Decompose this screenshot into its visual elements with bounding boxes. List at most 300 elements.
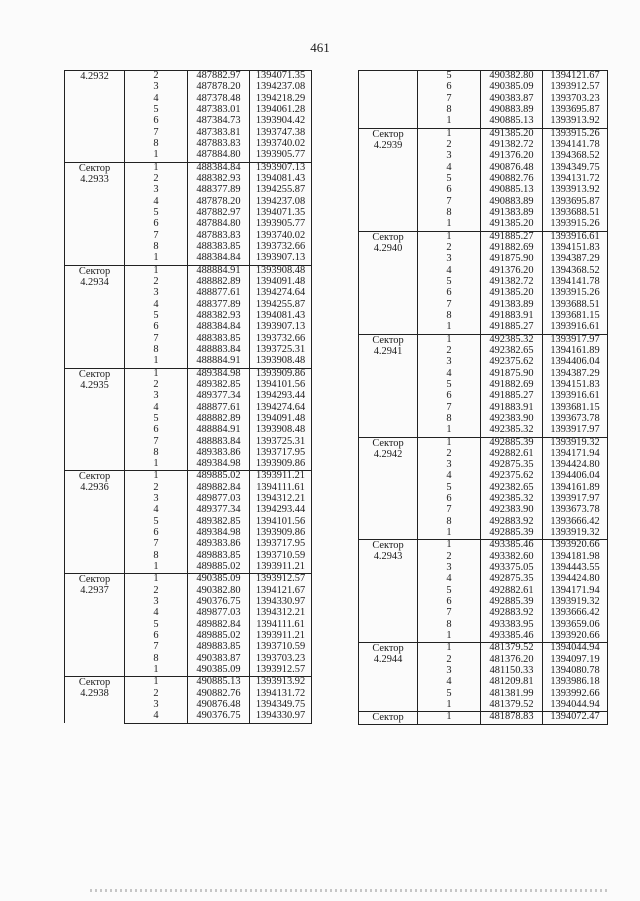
y-coordinate-cell: 1393673.78 [543,505,608,516]
x-coordinate-cell: 488377.89 [188,300,250,311]
x-coordinate-cell: 490385.09 [188,574,250,586]
y-coordinate-cell: 1393673.78 [543,414,608,425]
x-coordinate-cell: 489377.34 [188,391,250,402]
point-number-cell: 3 [418,460,481,471]
sector-label: 4.2935 [80,379,109,391]
x-coordinate-cell: 488882.89 [188,277,250,288]
y-coordinate-cell: 1393725.31 [250,437,312,448]
sector-label: 4.2936 [80,482,109,494]
x-coordinate-cell: 481379.52 [481,643,543,655]
sector-label: Сектор [372,540,404,552]
sector-cell [359,128,418,231]
point-number-cell: 4 [418,574,481,585]
x-coordinate-cell: 493375.05 [481,563,543,574]
point-number-cell: 1 [418,540,481,552]
table-row [65,677,312,689]
x-coordinate-cell: 493385.46 [481,631,543,643]
y-coordinate-cell: 1393909.86 [250,528,312,539]
x-coordinate-cell: 490383.87 [481,94,543,105]
point-number-cell: 6 [125,116,188,127]
x-coordinate-cell: 489883.85 [188,642,250,653]
point-number-cell: 1 [125,162,188,174]
x-coordinate-cell: 489885.02 [188,562,250,574]
x-coordinate-cell: 488382.93 [188,174,250,185]
x-coordinate-cell: 490882.76 [481,174,543,185]
table-row [65,471,312,483]
point-number-cell: 4 [418,266,481,277]
point-number-cell: 1 [125,677,188,689]
point-number-cell: 2 [125,586,188,597]
table-row [359,712,608,724]
x-coordinate-cell: 488384.84 [188,253,250,265]
y-coordinate-cell: 1394071.35 [250,71,312,83]
point-number-cell: 6 [418,82,481,93]
point-number-cell: 7 [125,437,188,448]
y-coordinate-cell: 1393907.13 [250,162,312,174]
y-coordinate-cell: 1394312.21 [250,494,312,505]
sector-label: 4.2944 [373,654,403,666]
point-number-cell: 4 [125,711,188,723]
x-coordinate-cell: 487884.80 [188,219,250,230]
y-coordinate-cell: 1393916.61 [543,391,608,402]
y-coordinate-cell: 1393905.77 [250,150,312,162]
y-coordinate-cell: 1394072.47 [543,712,608,724]
sector-label: 4.2934 [80,276,109,288]
point-number-cell: 5 [125,620,188,631]
point-number-cell: 2 [125,483,188,494]
y-coordinate-cell: 1394151.83 [543,380,608,391]
point-number-cell: 8 [418,208,481,219]
y-coordinate-cell: 1394330.97 [250,711,312,723]
x-coordinate-cell: 493382.60 [481,552,543,563]
point-number-cell: 1 [125,665,188,677]
point-number-cell: 1 [418,528,481,540]
y-coordinate-cell: 1393695.87 [543,197,608,208]
point-number-cell: 8 [418,414,481,425]
x-coordinate-cell: 491382.72 [481,140,543,151]
x-coordinate-cell: 489382.85 [188,517,250,528]
y-coordinate-cell: 1393919.32 [543,528,608,540]
point-number-cell: 8 [125,551,188,562]
x-coordinate-cell: 491385.20 [481,128,543,140]
sector-label: 4.2932 [80,71,109,82]
y-coordinate-cell: 1394443.55 [543,563,608,574]
x-coordinate-cell: 491885.27 [481,231,543,243]
point-number-cell: 5 [125,208,188,219]
y-coordinate-cell: 1393905.77 [250,219,312,230]
y-coordinate-cell: 1393913.92 [250,677,312,689]
y-coordinate-cell: 1393920.66 [543,631,608,643]
sector-cell [65,574,125,677]
y-coordinate-cell: 1393913.92 [543,116,608,128]
point-number-cell: 1 [125,356,188,368]
x-coordinate-cell: 481150.33 [481,666,543,677]
point-number-cell: 2 [125,380,188,391]
x-coordinate-cell: 481878.83 [481,712,543,724]
sector-label: Сектор [78,265,111,277]
x-coordinate-cell: 488877.61 [188,288,250,299]
y-coordinate-cell: 1393904.42 [250,116,312,127]
sector-label: Сектор [372,712,404,724]
table-row [359,231,608,243]
point-number-cell: 6 [125,219,188,230]
point-number-cell: 1 [125,471,188,483]
y-coordinate-cell: 1393915.26 [543,219,608,231]
point-number-cell: 6 [418,185,481,196]
point-number-cell: 1 [418,643,481,655]
sector-cell [359,231,418,334]
y-coordinate-cell: 1393688.51 [543,208,608,219]
point-number-cell: 3 [418,151,481,162]
left-coordinates-table [64,70,312,724]
point-number-cell: 6 [418,597,481,608]
y-coordinate-cell: 1393703.23 [250,654,312,665]
x-coordinate-cell: 487378.48 [188,94,250,105]
x-coordinate-cell: 489885.02 [188,631,250,642]
point-number-cell: 8 [125,139,188,150]
point-number-cell: 7 [125,642,188,653]
point-number-cell: 1 [418,128,481,140]
y-coordinate-cell: 1394171.94 [543,586,608,597]
sector-cell [65,162,125,265]
y-coordinate-cell: 1394171.94 [543,449,608,460]
y-coordinate-cell: 1393703.23 [543,94,608,105]
x-coordinate-cell: 489384.98 [188,368,250,380]
y-coordinate-cell: 1393917.97 [543,494,608,505]
x-coordinate-cell: 487882.97 [188,71,250,83]
x-coordinate-cell: 489882.84 [188,483,250,494]
y-coordinate-cell: 1394406.04 [543,357,608,368]
point-number-cell: 5 [418,174,481,185]
point-number-cell: 1 [418,231,481,243]
y-coordinate-cell: 1394161.89 [543,483,608,494]
y-coordinate-cell: 1393717.95 [250,448,312,459]
x-coordinate-cell: 491882.69 [481,243,543,254]
x-coordinate-cell: 491385.20 [481,288,543,299]
y-coordinate-cell: 1394406.04 [543,471,608,482]
y-coordinate-cell: 1394330.97 [250,597,312,608]
y-coordinate-cell: 1394218.29 [250,94,312,105]
y-coordinate-cell: 1394121.67 [250,586,312,597]
y-coordinate-cell: 1394111.61 [250,483,312,494]
point-number-cell: 2 [418,552,481,563]
x-coordinate-cell: 492383.90 [481,505,543,516]
x-coordinate-cell: 490385.09 [188,665,250,677]
x-coordinate-cell: 488882.89 [188,414,250,425]
point-number-cell: 1 [418,712,481,724]
sector-label: 4.2943 [373,551,403,563]
sector-cell [359,643,418,712]
sector-label: 4.2937 [80,585,109,597]
y-coordinate-cell: 1394274.64 [250,403,312,414]
point-number-cell: 1 [418,425,481,437]
point-number-cell: 8 [125,345,188,356]
point-number-cell: 1 [125,150,188,162]
x-coordinate-cell: 488884.91 [188,356,250,368]
y-coordinate-cell: 1394368.52 [543,151,608,162]
x-coordinate-cell: 489382.85 [188,380,250,391]
y-coordinate-cell: 1394101.56 [250,380,312,391]
point-number-cell: 6 [125,425,188,436]
x-coordinate-cell: 491883.91 [481,311,543,322]
point-number-cell: 3 [125,82,188,93]
point-number-cell: 5 [418,277,481,288]
x-coordinate-cell: 489383.86 [188,539,250,550]
x-coordinate-cell: 488383.85 [188,242,250,253]
x-coordinate-cell: 489877.03 [188,608,250,619]
sector-label: Сектор [372,128,404,140]
y-coordinate-cell: 1393747.38 [250,128,312,139]
x-coordinate-cell: 491382.72 [481,277,543,288]
x-coordinate-cell: 488384.84 [188,322,250,333]
x-coordinate-cell: 490885.13 [188,677,250,689]
y-coordinate-cell: 1394044.94 [543,643,608,655]
y-coordinate-cell: 1393912.57 [543,82,608,93]
sector-label: Сектор [372,643,404,655]
x-coordinate-cell: 492875.35 [481,460,543,471]
point-number-cell: 3 [125,391,188,402]
y-coordinate-cell: 1394081.43 [250,311,312,322]
table-row [359,540,608,552]
y-coordinate-cell: 1393908.48 [250,265,312,277]
y-coordinate-cell: 1394424.80 [543,574,608,585]
point-number-cell: 3 [418,357,481,368]
y-coordinate-cell: 1394293.44 [250,505,312,516]
x-coordinate-cell: 488877.61 [188,403,250,414]
point-number-cell: 1 [418,322,481,334]
x-coordinate-cell: 487884.80 [188,150,250,162]
x-coordinate-cell: 489882.84 [188,620,250,631]
x-coordinate-cell: 488377.89 [188,185,250,196]
y-coordinate-cell: 1394368.52 [543,266,608,277]
x-coordinate-cell: 491883.91 [481,403,543,414]
point-number-cell: 1 [418,700,481,712]
point-number-cell: 6 [418,288,481,299]
point-number-cell: 1 [125,368,188,380]
point-number-cell: 8 [418,517,481,528]
x-coordinate-cell: 490885.13 [481,116,543,128]
x-coordinate-cell: 481379.52 [481,700,543,712]
y-coordinate-cell: 1393908.48 [250,356,312,368]
y-coordinate-cell: 1393666.42 [543,608,608,619]
table-row [359,128,608,140]
y-coordinate-cell: 1394131.72 [543,174,608,185]
x-coordinate-cell: 489384.98 [188,528,250,539]
sector-label: 4.2939 [373,139,403,151]
point-number-cell: 7 [125,539,188,550]
x-coordinate-cell: 490383.87 [188,654,250,665]
y-coordinate-cell: 1393908.48 [250,425,312,436]
y-coordinate-cell: 1394061.28 [250,105,312,116]
point-number-cell: 8 [125,242,188,253]
y-coordinate-cell: 1394237.08 [250,82,312,93]
x-coordinate-cell: 488883.84 [188,437,250,448]
point-number-cell: 1 [418,219,481,231]
point-number-cell: 7 [125,334,188,345]
y-coordinate-cell: 1394349.75 [250,700,312,711]
y-coordinate-cell: 1393740.02 [250,139,312,150]
x-coordinate-cell: 490876.48 [188,700,250,711]
y-coordinate-cell: 1393916.61 [543,322,608,334]
y-coordinate-cell: 1394181.98 [543,552,608,563]
y-coordinate-cell: 1393907.13 [250,322,312,333]
sector-label: Сектор [78,368,111,380]
y-coordinate-cell: 1394080.78 [543,666,608,677]
y-coordinate-cell: 1394121.67 [543,71,608,83]
point-number-cell: 2 [418,655,481,666]
x-coordinate-cell: 490385.09 [481,82,543,93]
x-coordinate-cell: 488884.91 [188,425,250,436]
x-coordinate-cell: 492375.62 [481,357,543,368]
y-coordinate-cell: 1394091.48 [250,414,312,425]
y-coordinate-cell: 1393911.21 [250,631,312,642]
point-number-cell: 2 [125,71,188,83]
sector-label: 4.2942 [373,448,403,460]
y-coordinate-cell: 1393909.86 [250,368,312,380]
y-coordinate-cell: 1394274.64 [250,288,312,299]
point-number-cell: 4 [125,608,188,619]
y-coordinate-cell: 1393919.32 [543,597,608,608]
x-coordinate-cell: 491885.27 [481,391,543,402]
point-number-cell: 5 [418,586,481,597]
x-coordinate-cell: 493383.95 [481,620,543,631]
point-number-cell: 3 [125,597,188,608]
sector-label: Сектор [78,574,111,586]
y-coordinate-cell: 1393688.51 [543,300,608,311]
x-coordinate-cell: 489883.85 [188,551,250,562]
point-number-cell: 5 [418,71,481,83]
y-coordinate-cell: 1393725.31 [250,345,312,356]
y-coordinate-cell: 1393912.57 [250,574,312,586]
x-coordinate-cell: 492883.92 [481,608,543,619]
sector-label: 4.2938 [80,688,109,700]
y-coordinate-cell: 1394293.44 [250,391,312,402]
point-number-cell: 1 [418,116,481,128]
x-coordinate-cell: 490876.48 [481,163,543,174]
point-number-cell: 2 [418,449,481,460]
x-coordinate-cell: 491376.20 [481,266,543,277]
point-number-cell: 6 [418,494,481,505]
point-number-cell: 6 [125,528,188,539]
point-number-cell: 3 [418,666,481,677]
sector-cell [359,71,418,129]
x-coordinate-cell: 490382.80 [481,71,543,83]
point-number-cell: 5 [125,311,188,322]
x-coordinate-cell: 492882.61 [481,449,543,460]
x-coordinate-cell: 491885.27 [481,322,543,334]
x-coordinate-cell: 492382.65 [481,483,543,494]
point-number-cell: 7 [418,94,481,105]
sector-cell [65,265,125,368]
sector-cell [359,712,418,724]
table-row [65,265,312,277]
y-coordinate-cell: 1393732.66 [250,334,312,345]
x-coordinate-cell: 487383.81 [188,128,250,139]
y-coordinate-cell: 1393907.13 [250,253,312,265]
y-coordinate-cell: 1393909.86 [250,459,312,471]
sector-label: Сектор [372,437,404,449]
point-number-cell: 4 [125,300,188,311]
sector-cell [65,368,125,471]
footer-scan-artifact [90,889,610,892]
x-coordinate-cell: 492882.61 [481,586,543,597]
point-number-cell: 7 [418,300,481,311]
point-number-cell: 1 [125,574,188,586]
x-coordinate-cell: 487878.20 [188,82,250,93]
x-coordinate-cell: 487383.01 [188,105,250,116]
sector-label: Сектор [78,162,111,174]
x-coordinate-cell: 492375.62 [481,471,543,482]
sector-cell [65,71,125,163]
y-coordinate-cell: 1393992.66 [543,689,608,700]
point-number-cell: 7 [418,505,481,516]
x-coordinate-cell: 490883.89 [481,197,543,208]
table-row [65,162,312,174]
point-number-cell: 4 [418,471,481,482]
table-row [65,368,312,380]
x-coordinate-cell: 487882.97 [188,208,250,219]
sector-label: 4.2941 [373,345,403,357]
sector-label: 4.2933 [80,173,109,185]
y-coordinate-cell: 1394255.87 [250,185,312,196]
point-number-cell: 8 [125,654,188,665]
point-number-cell: 4 [418,677,481,688]
y-coordinate-cell: 1393986.18 [543,677,608,688]
sector-label: 4.2940 [373,242,403,254]
point-number-cell: 1 [125,562,188,574]
point-number-cell: 5 [418,689,481,700]
y-coordinate-cell: 1393911.21 [250,471,312,483]
point-number-cell: 2 [418,140,481,151]
x-coordinate-cell: 492885.39 [481,437,543,449]
x-coordinate-cell: 490382.80 [188,586,250,597]
point-number-cell: 5 [125,414,188,425]
point-number-cell: 1 [418,334,481,346]
point-number-cell: 5 [418,380,481,391]
y-coordinate-cell: 1393912.57 [250,665,312,677]
x-coordinate-cell: 492383.90 [481,414,543,425]
x-coordinate-cell: 487883.83 [188,139,250,150]
x-coordinate-cell: 487883.83 [188,231,250,242]
y-coordinate-cell: 1394071.35 [250,208,312,219]
point-number-cell: 1 [418,437,481,449]
point-number-cell: 7 [418,608,481,619]
table-row [359,71,608,83]
y-coordinate-cell: 1393732.66 [250,242,312,253]
point-number-cell: 5 [125,517,188,528]
point-number-cell: 3 [125,288,188,299]
x-coordinate-cell: 492385.32 [481,425,543,437]
y-coordinate-cell: 1394141.78 [543,277,608,288]
x-coordinate-cell: 490883.89 [481,105,543,116]
point-number-cell: 2 [418,346,481,357]
x-coordinate-cell: 491875.90 [481,369,543,380]
sector-cell [65,677,125,723]
point-number-cell: 1 [125,459,188,471]
table-row [359,334,608,346]
y-coordinate-cell: 1393917.97 [543,425,608,437]
x-coordinate-cell: 491376.20 [481,151,543,162]
y-coordinate-cell: 1393681.15 [543,403,608,414]
point-number-cell: 1 [125,253,188,265]
sector-label: Сектор [372,334,404,346]
sector-cell [359,540,418,643]
y-coordinate-cell: 1393913.92 [543,185,608,196]
table-row [359,437,608,449]
point-number-cell: 6 [125,631,188,642]
x-coordinate-cell: 492885.39 [481,597,543,608]
x-coordinate-cell: 492883.92 [481,517,543,528]
